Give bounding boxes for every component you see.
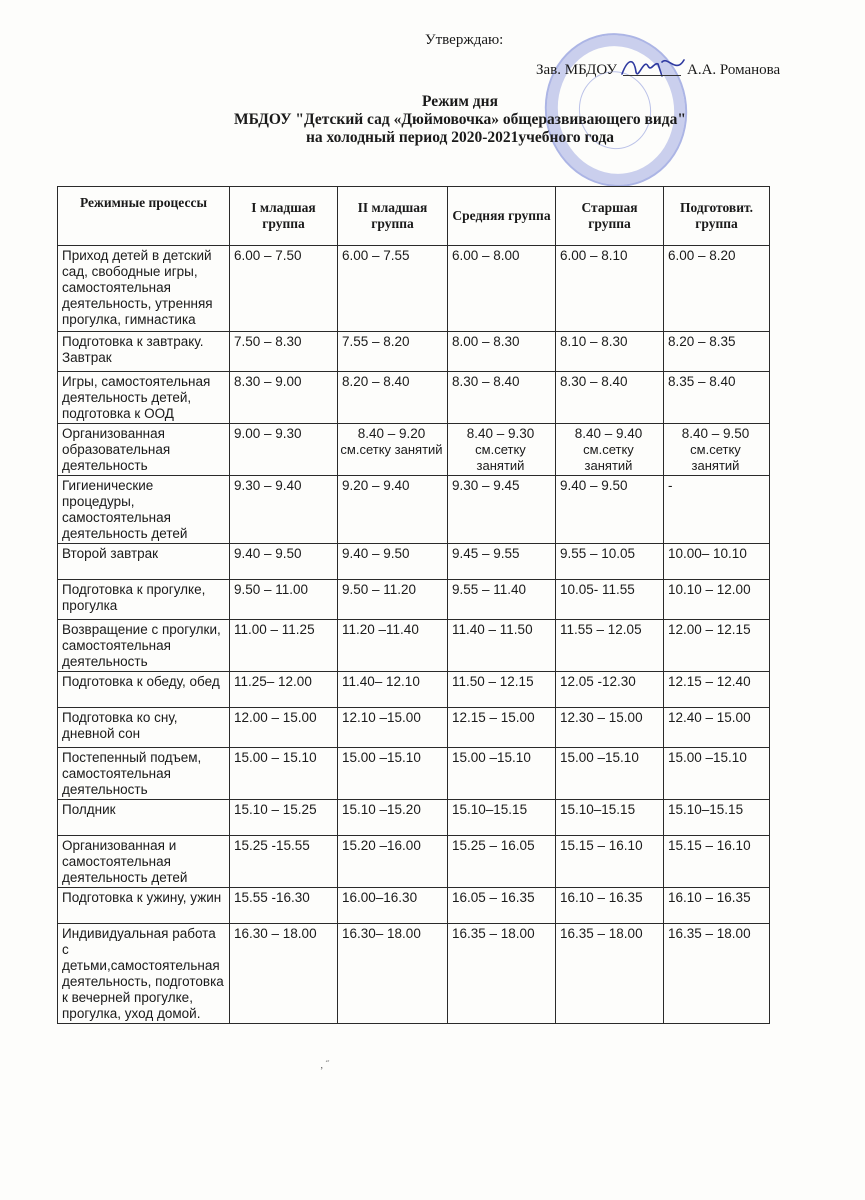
time-range: 8.40 – 9.50 [681,426,750,441]
process-cell: Организованная и самостоятельная деятельность детей [58,836,230,888]
time-cell: 15.10 –15.20 [338,800,448,836]
time-cell: 16.05 – 16.35 [448,888,556,924]
time-cell: 6.00 – 7.50 [230,246,338,332]
schedule-note: см.сетку занятий [583,442,634,473]
process-cell: Индивидуальная работа с детьми,самостоятельная деятельность, подготовка к вечерней прогулке, прогулка, уход домой. [58,924,230,1024]
column-header: Средняя группа [448,187,556,246]
table-row [58,708,770,748]
schedule-note: см.сетку занятий [690,442,741,473]
table-row [58,748,770,800]
time-cell: 9.20 – 9.40 [338,476,448,544]
approval-title: Утверждаю: [425,32,504,48]
time-cell: 15.55 -16.30 [230,888,338,924]
approval-line [536,61,780,79]
time-cell [448,424,556,476]
time-cell: 11.00 – 11.25 [230,620,338,672]
approval-position: Зав. МБДОУ [536,62,617,78]
time-cell: 7.55 – 8.20 [338,332,448,372]
time-cell: 9.40 – 9.50 [338,544,448,580]
column-header: II младшая группа [338,187,448,246]
table-row [58,476,770,544]
process-cell: Подготовка к завтраку. Завтрак [58,332,230,372]
time-cell: 9.45 – 9.55 [448,544,556,580]
table-row [58,888,770,924]
time-cell: 11.50 – 12.15 [448,672,556,708]
time-cell: 8.10 – 8.30 [556,332,664,372]
time-cell: 15.00 – 15.10 [230,748,338,800]
time-cell: 12.40 – 15.00 [664,708,770,748]
time-cell: 10.05- 11.55 [556,580,664,620]
institution-name: МБДОУ "Детский сад «Дюймовочка» общеразвивающего вида" [233,111,686,128]
table-row [58,544,770,580]
time-cell: 15.25 -15.55 [230,836,338,888]
time-cell: 15.15 – 16.10 [556,836,664,888]
time-range: 8.40 – 9.40 [574,426,643,441]
scan-mark: ‚ ˝ [320,1060,330,1071]
process-cell: Подготовка к ужину, ужин [58,888,230,924]
time-cell: 7.50 – 8.30 [230,332,338,372]
process-cell: Полдник [58,800,230,836]
time-cell: 8.30 – 9.00 [230,372,338,424]
time-cell: 12.05 -12.30 [556,672,664,708]
column-header: Подготовит. группа [664,187,770,246]
signature-line [623,61,681,76]
table-row [58,924,770,1024]
time-cell: 9.55 – 11.40 [448,580,556,620]
table-row [58,580,770,620]
time-cell: 8.00 – 8.30 [448,332,556,372]
table-row [58,424,770,476]
time-cell: 16.35 – 18.00 [448,924,556,1024]
time-cell: 15.10–15.15 [664,800,770,836]
time-cell: 11.40 – 11.50 [448,620,556,672]
process-cell: Подготовка к обеду, обед [58,672,230,708]
table-row [58,800,770,836]
time-cell: 15.00 –15.10 [338,748,448,800]
time-cell: 8.20 – 8.40 [338,372,448,424]
time-cell: 8.20 – 8.35 [664,332,770,372]
time-cell [664,424,770,476]
time-cell: 10.00– 10.10 [664,544,770,580]
time-cell: 9.55 – 10.05 [556,544,664,580]
time-cell: 11.55 – 12.05 [556,620,664,672]
column-header: Режимные процессы [58,187,230,246]
time-cell: 9.30 – 9.45 [448,476,556,544]
time-cell: 12.00 – 12.15 [664,620,770,672]
process-cell: Подготовка к прогулке, прогулка [58,580,230,620]
time-cell: 16.30 – 18.00 [230,924,338,1024]
schedule-note: см.сетку занятий [475,442,526,473]
time-cell: 12.00 – 15.00 [230,708,338,748]
time-cell: 16.35 – 18.00 [664,924,770,1024]
time-cell: 15.00 –15.10 [448,748,556,800]
time-cell: 9.30 – 9.40 [230,476,338,544]
time-cell: 15.10 – 15.25 [230,800,338,836]
time-cell: 15.00 –15.10 [664,748,770,800]
time-cell: 16.35 – 18.00 [556,924,664,1024]
time-cell [338,424,448,476]
time-cell: 11.25– 12.00 [230,672,338,708]
time-cell: 15.10–15.15 [448,800,556,836]
time-cell: 12.15 – 12.40 [664,672,770,708]
time-cell: 6.00 – 7.55 [338,246,448,332]
table-row [58,246,770,332]
time-cell: 12.30 – 15.00 [556,708,664,748]
column-header: Старшая группа [556,187,664,246]
time-cell: 16.00–16.30 [338,888,448,924]
time-cell: 16.10 – 16.35 [664,888,770,924]
time-cell: 12.10 –15.00 [338,708,448,748]
time-cell: 16.30– 18.00 [338,924,448,1024]
process-cell: Возвращение с прогулки, самостоятельная деятельность [58,620,230,672]
schedule-note: см.сетку занятий [340,442,443,457]
time-cell: 16.10 – 16.35 [556,888,664,924]
table-row [58,620,770,672]
time-cell [556,424,664,476]
document-title: Режим дня [422,93,498,110]
time-cell: 6.00 – 8.00 [448,246,556,332]
column-header: I младшая группа [230,187,338,246]
process-cell: Второй завтрак [58,544,230,580]
process-cell: Приход детей в детский сад, свободные игры, самостоятельная деятельность, утренняя прогулка, гимнастика [58,246,230,332]
table-row [58,672,770,708]
time-range: 8.40 – 9.30 [466,426,535,441]
time-cell: 12.15 – 15.00 [448,708,556,748]
schedule-table [57,186,770,1024]
process-cell: Игры, самостоятельная деятельность детей, подготовка к ООД [58,372,230,424]
time-cell: - [664,476,770,544]
time-cell: 9.50 – 11.00 [230,580,338,620]
time-cell: 15.15 – 16.10 [664,836,770,888]
process-cell: Организованная образовательная деятельность [58,424,230,476]
period-subtitle: на холодный период 2020-2021учебного года [305,129,615,146]
table-row [58,332,770,372]
process-cell: Постепенный подъем, самостоятельная деятельность [58,748,230,800]
time-cell: 11.40– 12.10 [338,672,448,708]
time-cell: 15.00 –15.10 [556,748,664,800]
time-cell: 10.10 – 12.00 [664,580,770,620]
time-cell: 6.00 – 8.20 [664,246,770,332]
process-cell: Подготовка ко сну, дневной сон [58,708,230,748]
time-cell: 9.50 – 11.20 [338,580,448,620]
time-cell: 8.35 – 8.40 [664,372,770,424]
time-cell: 15.20 –16.00 [338,836,448,888]
table-row [58,372,770,424]
time-cell: 8.30 – 8.40 [556,372,664,424]
approval-name: А.А. Романова [686,62,781,78]
process-cell: Гигиенические процедуры, самостоятельная деятельность детей [58,476,230,544]
table-header-row [58,187,770,246]
time-cell: 8.30 – 8.40 [448,372,556,424]
time-cell: 9.40 – 9.50 [556,476,664,544]
time-range: 8.40 – 9.20 [357,426,426,441]
time-cell: 15.10–15.15 [556,800,664,836]
time-cell: 15.25 – 16.05 [448,836,556,888]
table-row [58,836,770,888]
time-cell: 9.40 – 9.50 [230,544,338,580]
time-cell: 6.00 – 8.10 [556,246,664,332]
time-cell: 11.20 –11.40 [338,620,448,672]
time-cell: 9.00 – 9.30 [230,424,338,476]
